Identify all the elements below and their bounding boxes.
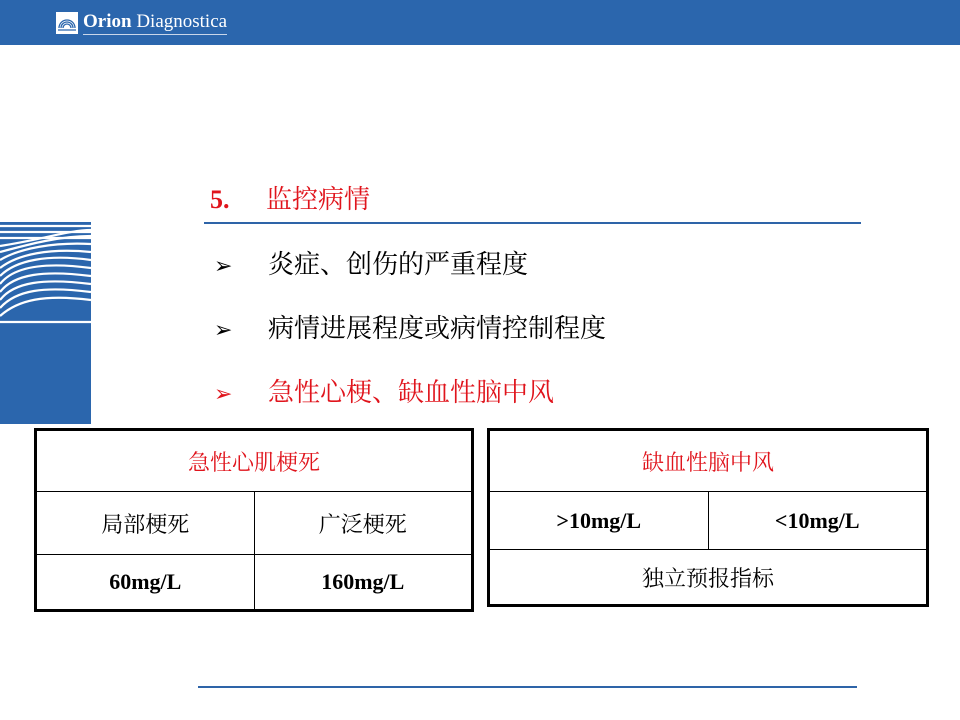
bullet-item: ➢ 炎症、创伤的严重程度 <box>214 246 528 286</box>
heading-divider <box>204 222 861 224</box>
footer-divider <box>198 686 857 688</box>
orion-logo-icon <box>56 12 78 34</box>
table-cell: >10mg/L <box>489 492 709 550</box>
brand-logo <box>56 9 227 37</box>
section-number: 5. <box>210 185 230 214</box>
top-banner <box>0 0 960 45</box>
brand-name: Orion Diagnostica <box>83 11 227 35</box>
table-title: 急性心肌梗死 <box>36 430 473 492</box>
arrow-right-icon: ➢ <box>214 382 233 407</box>
arrow-right-icon: ➢ <box>214 318 233 343</box>
bullet-item: ➢ 病情进展程度或病情控制程度 <box>214 310 606 350</box>
table-cell: 广泛梗死 <box>254 492 473 555</box>
section-title: 监控病情 <box>266 185 371 215</box>
bullet-item-highlighted: ➢ 急性心梗、缺血性脑中风 <box>214 374 554 414</box>
table-cell: 局部梗死 <box>36 492 255 555</box>
table-cell: 独立预报指标 <box>489 550 928 606</box>
table-cell: <10mg/L <box>708 492 928 550</box>
table-cell: 60mg/L <box>36 555 255 611</box>
table-myocardial-infarction <box>34 428 474 612</box>
arrow-right-icon: ➢ <box>214 254 233 279</box>
table-cell: 160mg/L <box>254 555 473 611</box>
table-title: 缺血性脑中风 <box>489 430 928 492</box>
section-heading <box>210 181 370 219</box>
table-ischemic-stroke <box>487 428 929 607</box>
decorative-wave-graphic <box>0 222 91 424</box>
